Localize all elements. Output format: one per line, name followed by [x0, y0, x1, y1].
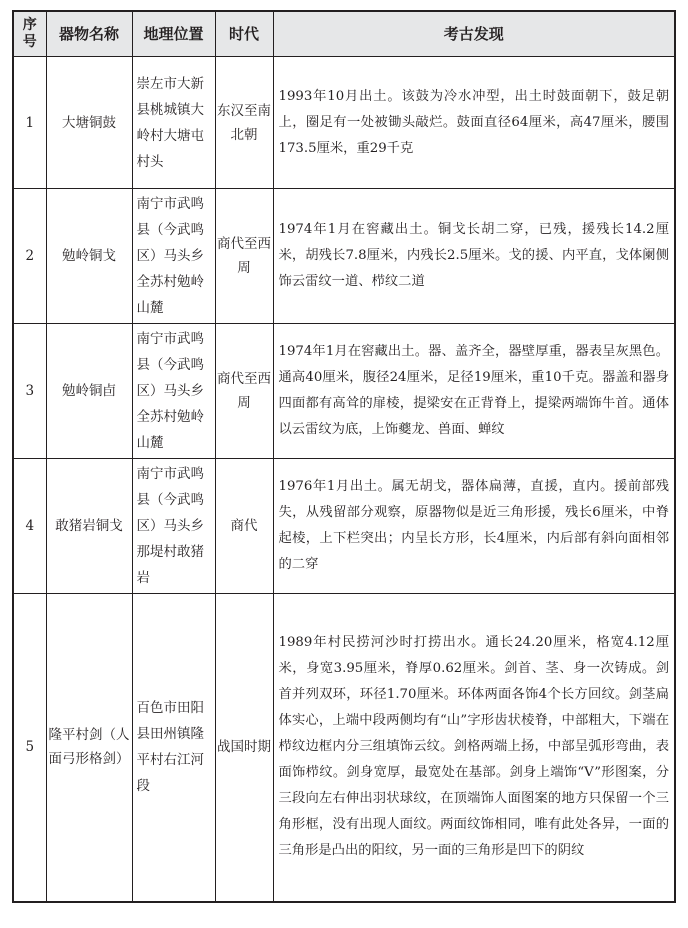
cell-era: 商代至西周: [215, 189, 273, 324]
cell-serial-number: 3: [13, 324, 46, 459]
header-serial-number-line2: 号: [22, 34, 37, 50]
cell-artifact-name: 隆平村剑（人面弓形格剑）: [46, 594, 132, 902]
header-serial-number-line1: 序: [22, 17, 37, 33]
cell-artifact-name: 敢猪岩铜戈: [46, 459, 132, 594]
cell-era: 东汉至南北朝: [215, 57, 273, 189]
table-row: [13, 459, 675, 594]
cell-serial-number: 2: [13, 189, 46, 324]
cell-serial-number: 5: [13, 594, 46, 902]
artifact-table-container: [12, 10, 674, 903]
cell-archaeological-finding: 1974年1月在窖藏出土。器、盖齐全，器壁厚重，器表呈灰黑色。通高40厘米，腹径24厘米，足径19厘米，重10千克。器盖和器身四面都有高耸的扉棱，提梁安在正背脊上，提梁两端饰牛首。通体以云雷纹为底，上饰夔龙、兽面、蝉纹: [273, 324, 675, 459]
cell-location: 南宁市武鸣县（今武鸣区）马头乡那堤村敢猪岩: [132, 459, 215, 594]
cell-location: 百色市田阳县田州镇隆平村右江河段: [132, 594, 215, 902]
cell-archaeological-finding: 1976年1月出土。属无胡戈，器体扁薄，直援，直内。援前部残失，从残留部分观察，原器物似是近三角形援，残长6厘米，中脊起棱，上下栏突出；内呈长方形，长4厘米，内后部有斜向面相邻的二穿: [273, 459, 675, 594]
table-row: [13, 324, 675, 459]
cell-location: 南宁市武鸣县（今武鸣区）马头乡全苏村勉岭山麓: [132, 324, 215, 459]
cell-era: 战国时期: [215, 594, 273, 902]
header-era: 时代: [215, 11, 273, 57]
table-row: [13, 189, 675, 324]
table-row: [13, 594, 675, 902]
artifact-table: [12, 10, 676, 903]
cell-serial-number: 4: [13, 459, 46, 594]
header-location: 地理位置: [132, 11, 215, 57]
cell-artifact-name: 勉岭铜卣: [46, 324, 132, 459]
header-artifact-name: 器物名称: [46, 11, 132, 57]
cell-era: 商代至西周: [215, 324, 273, 459]
cell-era: 商代: [215, 459, 273, 594]
header-serial-number: [13, 11, 46, 57]
table-header-row: [13, 11, 675, 57]
header-archaeological-finding: 考古发现: [273, 11, 675, 57]
cell-artifact-name: 大塘铜鼓: [46, 57, 132, 189]
cell-archaeological-finding: 1974年1月在窖藏出土。铜戈长胡二穿，已残，援残长14.2厘米，胡残长7.8厘米，内残长2.5厘米。戈的援、内平直，戈体阑侧饰云雷纹一道、栉纹二道: [273, 189, 675, 324]
cell-serial-number: 1: [13, 57, 46, 189]
table-row: [13, 57, 675, 189]
cell-location: 崇左市大新县桃城镇大岭村大塘屯村头: [132, 57, 215, 189]
cell-archaeological-finding: 1993年10月出土。该鼓为冷水冲型，出土时鼓面朝下，鼓足朝上，圈足有一处被锄头敲烂。鼓面直径64厘米，高47厘米，腰围173.5厘米，重29千克: [273, 57, 675, 189]
cell-archaeological-finding: 1989年村民捞河沙时打捞出水。通长24.20厘米，格宽4.12厘米，身宽3.95厘米，脊厚0.62厘米。剑首、茎、身一次铸成。剑首并列双环，环径1.70厘米。环体两面各饰4个长方回纹。剑茎扁体实心，上端中段两侧均有“山”字形齿状棱脊，中部粗大，下端在栉纹边框内分三组填饰云纹。剑格两端上扬，中部呈弧形弯曲，表面饰栉纹。剑身宽厚，最宽处在基部。剑身上端饰“V”形图案，分三段向左右伸出羽状球纹，在顶端饰人面图案的地方只保留一个三角形框，没有出现人面纹。两面纹饰相同，唯有此处各异，一面的三角形是凸出的阳纹，另一面的三角形是凹下的阴纹: [273, 594, 675, 902]
cell-artifact-name: 勉岭铜戈: [46, 189, 132, 324]
cell-location: 南宁市武鸣县（今武鸣区）马头乡全苏村勉岭山麓: [132, 189, 215, 324]
